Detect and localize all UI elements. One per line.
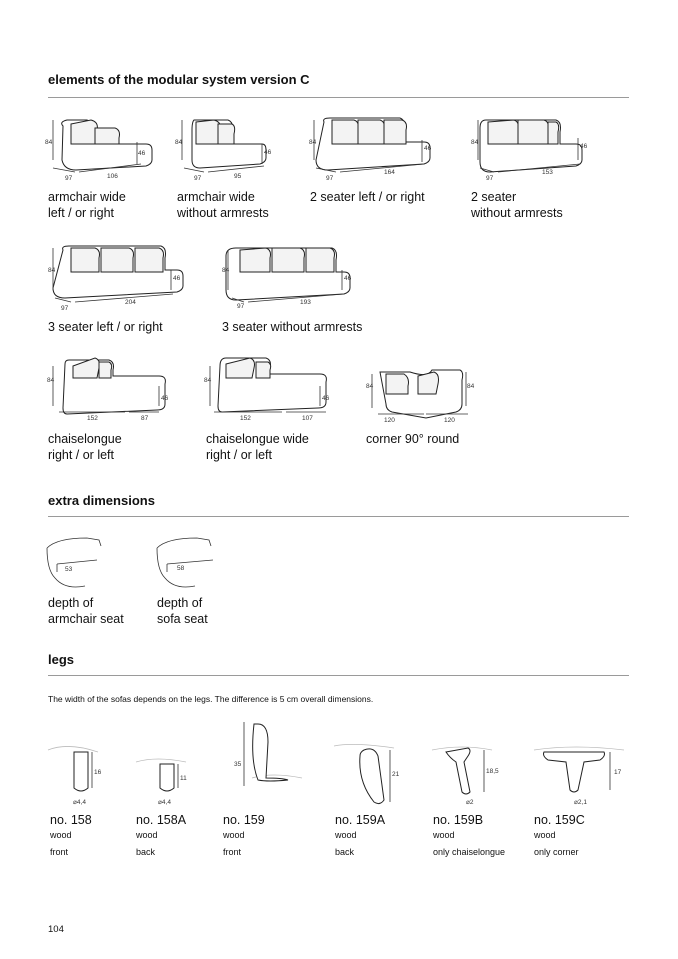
dim-width: 193 [300, 299, 311, 306]
sofa-drawing-3-seater-no-arms [220, 240, 360, 312]
dim-depth: 97 [326, 175, 334, 182]
leg-drawing-159 [222, 718, 302, 808]
dim-seat: 46 [138, 150, 146, 157]
leg-drawing-158a [136, 740, 206, 812]
dim-height: 84 [366, 383, 374, 390]
sofa-caption-2-seater-no-arms: 2 seater without armrests [471, 190, 563, 220]
leg-diameter: ⌀4,4 [73, 799, 86, 806]
leg-height: 35 [234, 761, 242, 768]
dim-depth: 152 [240, 415, 251, 422]
dim-seat: 46 [580, 143, 588, 150]
leg-material: wood [223, 830, 245, 840]
sofa-caption-corner: corner 90° round [366, 432, 460, 446]
sofa-caption-3-seater-no-arms: 3 seater without armrests [222, 320, 363, 334]
section-title-extra: extra dimensions [48, 493, 155, 508]
leg-height: 18,5 [486, 768, 499, 775]
sofa-drawing-corner [362, 360, 482, 428]
sofa-drawing-2-seater-no-arms [470, 112, 600, 184]
leg-height: 11 [180, 775, 187, 782]
leg-name: no. 158 [50, 813, 92, 827]
leg-material: wood [534, 830, 556, 840]
dim-height-right: 84 [467, 383, 475, 390]
sofa-drawing-armchair-wide [45, 112, 155, 184]
dim-height: 84 [309, 139, 317, 146]
sofa-drawing-3-seater [45, 240, 185, 312]
leg-height: 21 [392, 771, 400, 778]
dim-depth: 152 [87, 415, 98, 422]
dim-seat: 46 [424, 145, 432, 152]
sofa-caption-chaiselongue: chaiselongue right / or left [48, 432, 122, 462]
divider [48, 516, 629, 517]
dim-seat: 46 [344, 275, 352, 282]
leg-diameter: ⌀2 [466, 799, 474, 806]
dim-width: 204 [125, 299, 136, 306]
leg-drawing-159b [432, 740, 522, 810]
dim-width: 87 [141, 415, 149, 422]
leg-name: no. 159A [335, 813, 386, 827]
sofa-caption-2-seater: 2 seater left / or right [310, 190, 425, 204]
leg-use: front [223, 847, 242, 857]
extra-caption-armchair-seat: depth of armchair seat [48, 596, 124, 626]
leg-use: front [50, 847, 69, 857]
extra-drawing-armchair-seat [45, 534, 115, 592]
dim-width: 106 [107, 173, 118, 180]
section-title-legs: legs [48, 652, 75, 667]
leg-drawing-159a [334, 740, 414, 810]
leg-use: only corner [534, 847, 579, 857]
dim-seat: 46 [264, 149, 272, 156]
extra-drawing-sofa-seat [155, 534, 225, 592]
leg-diameter: ⌀2,1 [574, 799, 587, 806]
page-number: 104 [48, 924, 64, 935]
extra-caption-sofa-seat: depth of sofa seat [157, 596, 208, 626]
sofa-caption-3-seater: 3 seater left / or right [48, 320, 163, 334]
sofa-caption-armchair-wide-no-arms: armchair wide without armrests [177, 190, 269, 220]
dim-depth: 120 [384, 417, 395, 424]
dim-seat: 46 [322, 395, 330, 402]
divider [48, 675, 629, 676]
dim-width: 95 [234, 173, 242, 180]
extra-value: 58 [177, 565, 185, 572]
dim-width: 164 [384, 169, 395, 176]
dim-height: 84 [48, 267, 56, 274]
dim-seat: 46 [173, 275, 181, 282]
leg-material: wood [335, 830, 357, 840]
sofa-caption-chaiselongue-wide: chaiselongue wide right / or left [206, 432, 309, 462]
leg-use: back [335, 847, 355, 857]
dim-depth: 97 [237, 303, 245, 310]
dim-width: 153 [542, 169, 553, 176]
dim-width: 120 [444, 417, 455, 424]
dim-depth: 97 [194, 175, 202, 182]
dim-depth: 97 [486, 175, 494, 182]
dim-height: 84 [45, 139, 53, 146]
divider [48, 97, 629, 98]
sofa-drawing-armchair-wide-no-arms [174, 112, 284, 184]
leg-material: wood [50, 830, 72, 840]
sofa-drawing-chaiselongue [45, 352, 175, 426]
dim-depth: 97 [65, 175, 73, 182]
dim-height: 84 [222, 267, 230, 274]
leg-name: no. 159 [223, 813, 265, 827]
leg-material: wood [433, 830, 455, 840]
leg-name: no. 159B [433, 813, 484, 827]
leg-drawing-159c [534, 740, 629, 810]
dim-width: 107 [302, 415, 313, 422]
sofa-drawing-chaiselongue-wide [202, 352, 342, 426]
dim-height: 84 [175, 139, 183, 146]
leg-material: wood [136, 830, 158, 840]
extra-value: 53 [65, 566, 73, 573]
dim-height: 84 [47, 377, 55, 384]
leg-use: only chaiselongue [433, 847, 506, 857]
leg-diameter: ⌀4,4 [158, 799, 171, 806]
section-title-modular: elements of the modular system version C [48, 72, 310, 87]
leg-use: back [136, 847, 156, 857]
leg-height: 16 [94, 769, 102, 776]
leg-height: 17 [614, 769, 622, 776]
leg-name: no. 158A [136, 813, 187, 827]
dim-seat: 46 [161, 395, 169, 402]
sofa-drawing-2-seater [306, 112, 436, 184]
leg-drawing-158 [48, 740, 118, 812]
legs-note: The width of the sofas depends on the legs. The difference is 5 cm overall dimensions. [48, 694, 374, 704]
dim-depth: 97 [61, 305, 69, 312]
leg-name: no. 159C [534, 813, 585, 827]
sofa-caption-armchair-wide: armchair wide left / or right [48, 190, 126, 220]
dim-height: 84 [204, 377, 212, 384]
dim-height: 84 [471, 139, 479, 146]
